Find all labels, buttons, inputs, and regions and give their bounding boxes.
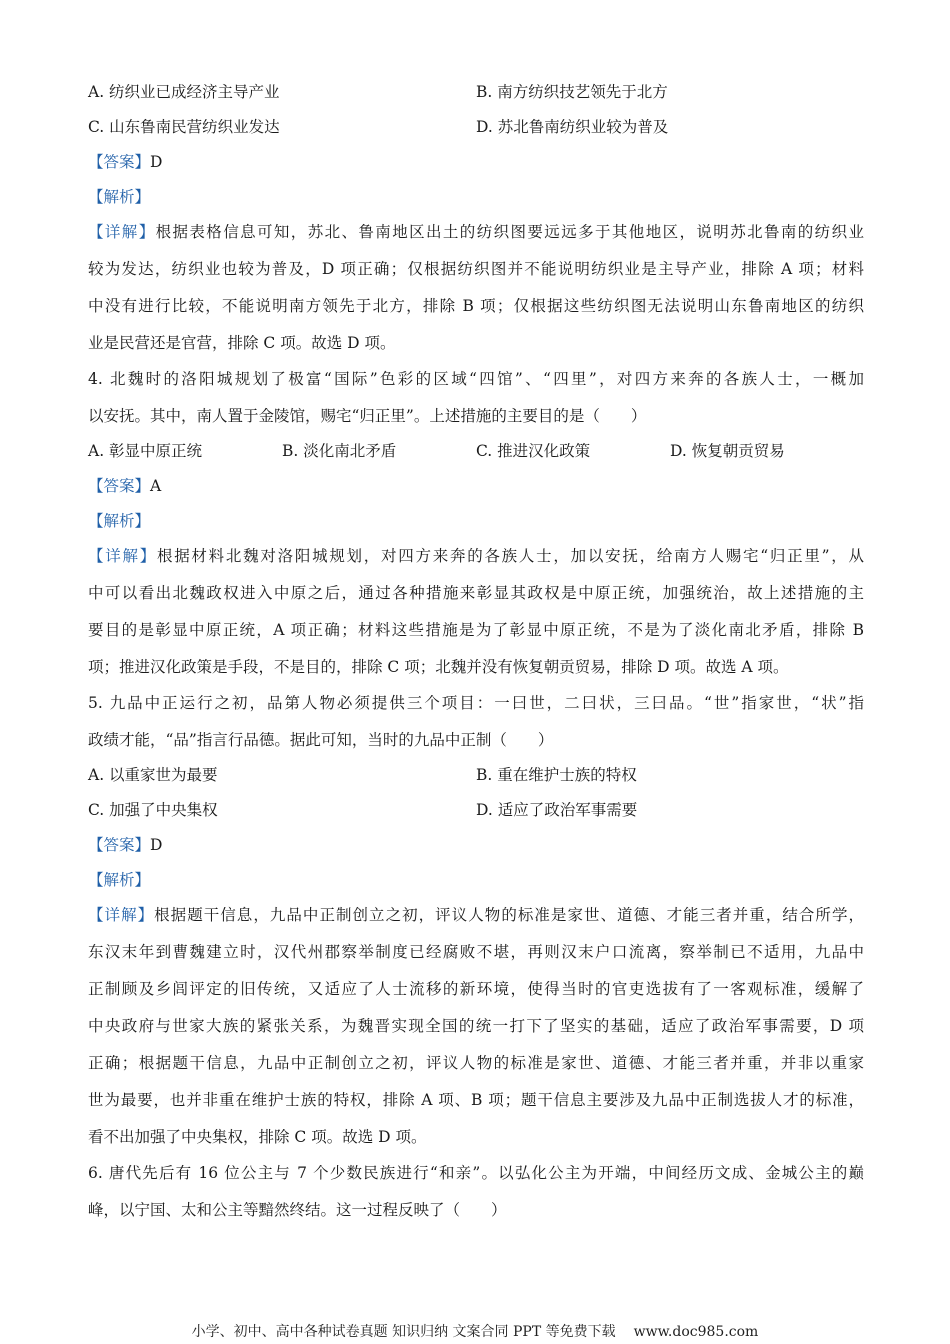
- footer-text: 小学、初中、高中各种试卷真题 知识归纳 文案合同 PPT 等免费下载: [191, 1324, 616, 1340]
- q4-option-a: A. 彰显中原正统: [88, 442, 203, 460]
- q6-stem-line: 峰，以宁国、太和公主等黯然终结。这一过程反映了（ ）: [88, 1201, 507, 1219]
- detail-tag: 【详解】: [88, 223, 156, 241]
- answer-tag: 【答案】: [88, 477, 151, 495]
- q3-option-c: C. 山东鲁南民营纺织业发达: [88, 118, 280, 136]
- q4-analysis-tag: 【解析】: [88, 512, 151, 530]
- answer-value: D: [150, 153, 163, 171]
- footer-url[interactable]: www.doc985.com: [633, 1324, 759, 1340]
- q3-detail-line: 较为发达，纺织业也较为普及，D 项正确；仅根据纺织图并不能说明纺织业是主导产业，排除 A 项；材料: [88, 260, 864, 278]
- q5-detail-line: 看不出加强了中央集权，排除 C 项。故选 D 项。: [88, 1128, 427, 1146]
- q4-detail-line: 要目的是彰显中原正统，A 项正确；材料这些措施是为了彰显中原正统，不是为了淡化南北矛盾，排除 B: [88, 621, 864, 639]
- detail-text: 根据材料北魏对洛阳城规划，对四方来奔的各族人士，加以安抚，给南方人赐宅“归正里”，从: [156, 547, 864, 565]
- q5-detail-line: 中央政府与世家大族的紧张关系，为魏晋实现全国的统一打下了坚实的基础，适应了政治军事需要，D 项: [88, 1017, 864, 1035]
- q3-option-d: D. 苏北鲁南纺织业较为普及: [476, 118, 669, 136]
- q5-option-d: D. 适应了政治军事需要: [476, 801, 638, 819]
- q3-analysis-tag: 【解析】: [88, 188, 151, 206]
- q5-detail-line: 正确；根据题干信息，九品中正制创立之初，评议人物的标准是家世、道德、才能三者并重，并非以重家: [88, 1054, 864, 1072]
- q3-option-b: B. 南方纺织技艺领先于北方: [476, 83, 668, 101]
- answer-value: A: [150, 477, 162, 495]
- detail-text: 根据表格信息可知，苏北、鲁南地区出土的纺织图要远远多于其他地区，说明苏北鲁南的纺织业: [155, 223, 864, 241]
- q4-stem-line: 以安抚。其中，南人置于金陵馆，赐宅“归正里”。上述措施的主要目的是（ ）: [88, 407, 647, 425]
- q3-answer: [88, 152, 162, 172]
- q5-detail-line: 东汉末年到曹魏建立时，汉代州郡察举制度已经腐败不堪，再则汉末户口流离，察举制已不适用，九品中: [88, 943, 864, 961]
- q4-detail-line: 项；推进汉化政策是手段，不是目的，排除 C 项；北魏并没有恢复朝贡贸易，排除 D 项。故选 A 项。: [88, 658, 789, 676]
- q5-option-a: A. 以重家世为最要: [88, 766, 218, 784]
- detail-text: 根据题干信息，九品中正制创立之初，评议人物的标准是家世、道德、才能三者并重，结合所学，: [154, 906, 864, 924]
- q3-option-a: A. 纺织业已成经济主导产业: [88, 83, 280, 101]
- q4-answer: [88, 476, 161, 496]
- q5-detail-line: [88, 905, 864, 925]
- q3-detail-line: 中没有进行比较，不能说明南方领先于北方，排除 B 项；仅根据这些纺织图无法说明山东鲁南地区的纺织: [88, 297, 864, 315]
- q3-detail-line: [88, 222, 864, 242]
- q5-detail-line: 正制顾及乡闾评定的旧传统，又适应了人士流移的新环境，使得当时的官吏选拔有了一客观标准，缓解了: [88, 980, 864, 998]
- q5-option-b: B. 重在维护士族的特权: [476, 766, 637, 784]
- q4-option-d: D. 恢复朝贡贸易: [670, 442, 785, 460]
- q3-detail-line: 业是民营还是官营，排除 C 项。故选 D 项。: [88, 334, 396, 352]
- answer-tag: 【答案】: [88, 836, 151, 854]
- q5-stem-line: 5. 九品中正运行之初，品第人物必须提供三个项目：一曰世，二曰状，三曰品。“世”指家世，“状”指: [88, 694, 864, 712]
- answer-tag: 【答案】: [88, 153, 151, 171]
- q4-stem-line: 4. 北魏时的洛阳城规划了极富“国际”色彩的区域“四馆”、“四里”，对四方来奔的各族人士，一概加: [88, 370, 864, 388]
- q4-detail-line: 中可以看出北魏政权进入中原之后，通过各种措施来彰显其政权是中原正统，加强统治，故上述措施的主: [88, 584, 864, 602]
- detail-tag: 【详解】: [88, 906, 155, 924]
- q4-option-c: C. 推进汉化政策: [476, 442, 591, 460]
- q4-option-b: B. 淡化南北矛盾: [282, 442, 397, 460]
- q6-stem-line: 6. 唐代先后有 16 位公主与 7 个少数民族进行“和亲”。以弘化公主为开端，中间经历文成、金城公主的巅: [88, 1164, 864, 1182]
- detail-tag: 【详解】: [88, 547, 157, 565]
- page-footer: [0, 1323, 950, 1341]
- q5-answer: [88, 835, 162, 855]
- q5-stem-line: 政绩才能，“品”指言行品德。据此可知，当时的九品中正制（ ）: [88, 731, 554, 749]
- q4-detail-line: [88, 546, 864, 566]
- q5-detail-line: 世为最要，也并非重在维护士族的特权，排除 A 项、B 项；题干信息主要涉及九品中正制选拔人才的标准，: [88, 1091, 864, 1109]
- q5-analysis-tag: 【解析】: [88, 871, 151, 889]
- answer-value: D: [150, 836, 163, 854]
- q5-option-c: C. 加强了中央集权: [88, 801, 218, 819]
